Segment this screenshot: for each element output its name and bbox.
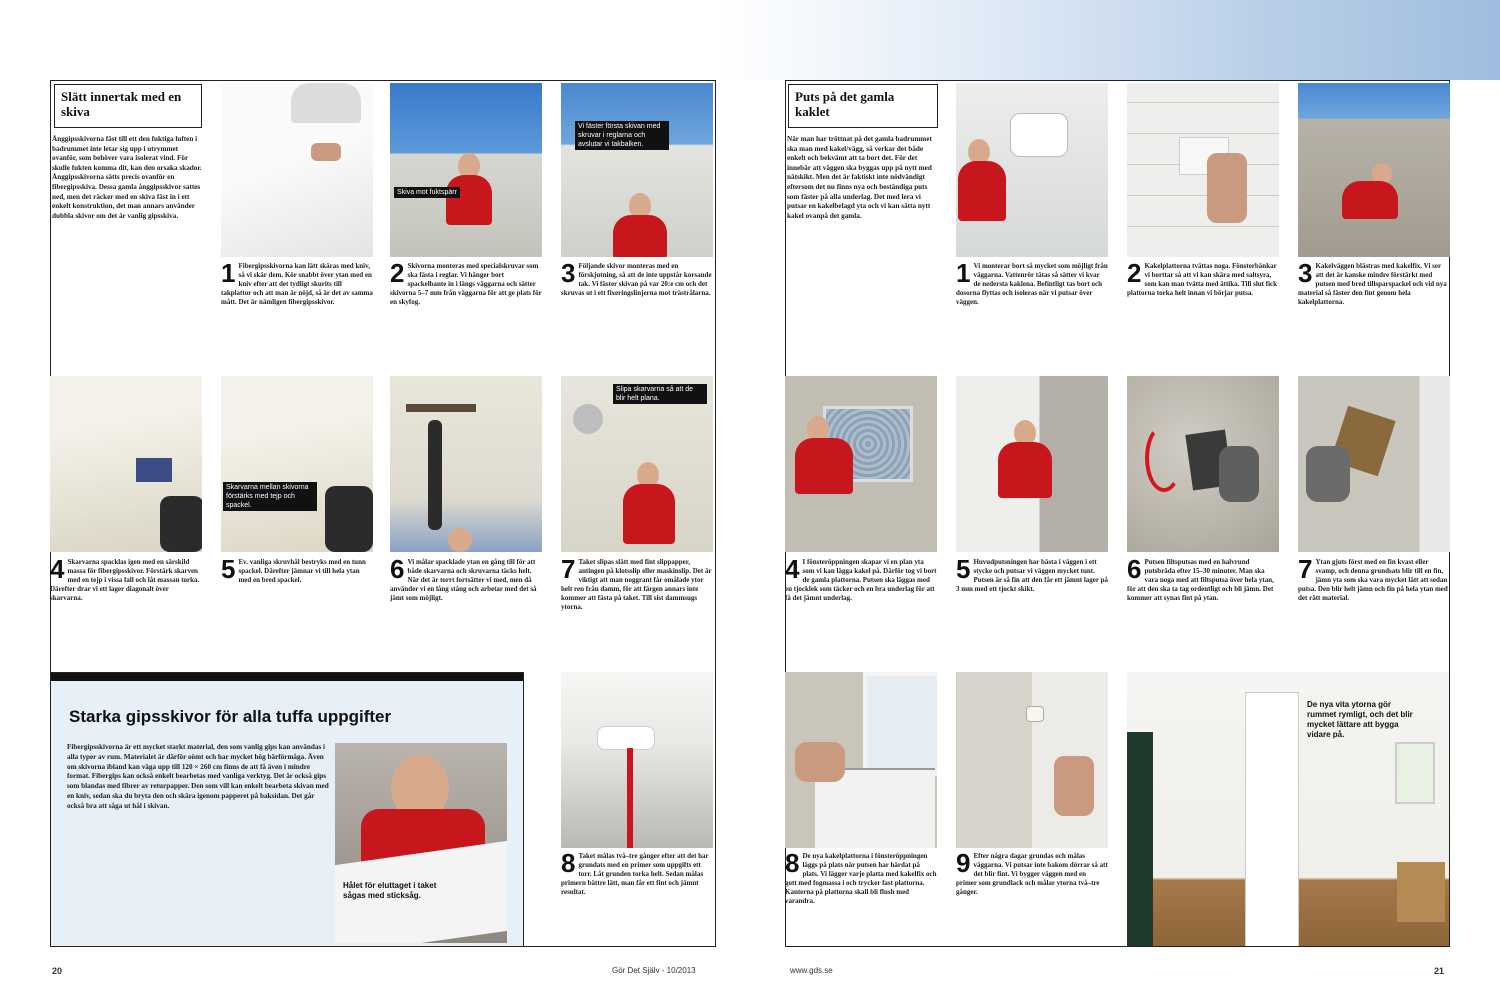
- fact-box-heading: Starka gipsskivor för alla tuffa uppgifter: [69, 707, 392, 726]
- publication-label: Gör Det Själv - 10/2013: [612, 966, 696, 975]
- photo-right-step-5: [956, 376, 1108, 552]
- right-step-1: 1 Vi monterar bort så mycket som möjligt från väggarna. Vattenrör tätas så sätter vi kvar de nedersta kaklena. Befintligt tas bort och dosorna flyttas och isoleras när vi putsar över väggen.: [956, 258, 1108, 306]
- right-step-5: 5 Huvudputsningen har bästa i väggen i ett stycke och putsar vi väggen mycket tunt. Putsen är så fin att den får ett jämnt lager på 3 mm med ett tjockt skikt.: [956, 554, 1109, 593]
- fact-box-caption: Hålet för eluttaget i taket sågas med sticksåg.: [343, 881, 437, 900]
- photo-right-step-2: [1127, 83, 1279, 257]
- photo-step-7: [561, 376, 713, 552]
- right-step-8: 8 De nya kakelplattorna i fönsteröppningen läggs på plats när putsen har härdat på plats. Vi lägger varje platta med kakelfix och gott med fogmassa i och trycker fast plattorna. Kanterna på plattorna skall bli flush med varandra.: [785, 848, 937, 905]
- step-7: 7 Taket slipas slätt med fint slippapper, antingen på klotsslip eller maskinslip. Det är viktigt att man noggrant får omålade ytor helt ren från damm, för att färgen annars inte kommer att fästa på taket. Till sist dammsugs ytorna.: [561, 554, 712, 611]
- photo-step-6: [390, 376, 542, 552]
- left-section-title: Slätt innertak med en skiva: [54, 84, 202, 128]
- right-footer: [1434, 966, 1444, 976]
- right-step-6: 6 Putsen filtsputsas med en halvrund putsbräda efter 15–30 minuter. Man ska vara noga med att filtsputsa över hela ytan, för att den ska ta tag ordentligt och bli jämn. Det kommer att synas fint på ytan.: [1127, 554, 1274, 602]
- fact-box-body: Fibergipsskivorna är ett mycket starkt material, den som vanlig gips kan användas i alla typer av rum. Materialet är därför oömt och har mycket hög bärförmåga. Även om skivorna ibland kan väga upp till 120 × 260 cm finns de att få även i mindre format. Fibergips kan också enkelt bearbetas med vanliga verktyg. Det är också gips som blandas med fibrer av returpapper. Den som vill kan enkelt bearbeta skivan med en kniv, sedan ska du bryta den och skära igenom papperet på baksidan. Det går också bra att såga ut hål i skivan.: [67, 743, 329, 810]
- fact-box: [50, 672, 524, 947]
- left-page-number: 20: [52, 966, 63, 976]
- right-step-7: 7 Ytan gjuts först med en fin kvast eller svamp, och denna grundsats blir till en fin, jämn yta som ska vara mycket lätt att sedan putsa. Den blir helt jämn och fin på hela ytan med det rätt material.: [1298, 554, 1448, 602]
- step-8-left: 8 Taket målas två–tre gånger efter att det har grundats med en primer som uppgifts ett torr. Låt grunden torka helt. Sedan målas primern bättre lätt, man får ett fint och jämnt resultat.: [561, 848, 709, 896]
- right-intro: När man har tröttnat på det gamla badrummet ska man med kakel/vägg, så verkar det både enkelt och bekvämt att ta bort det. För det innebär att väggen ska byggas upp på nytt med nätskikt. Men det är faktiskt inte nödvändigt eftersom det nu finns nya och beständiga puts som fäster på alla underlag. Det med lera vi putsar en kakelbelagd yta och vi kan sätta nytt kakel ovanpå det gamla.: [787, 135, 932, 220]
- right-step-3: 3 Kakelväggen blästras med kakelfix. Vi ser att det är kanske mindre förstärkt med putsen med bred tillsparspackel och vid nya material så fäster den fint genom hela kakelplattorna.: [1298, 258, 1447, 306]
- right-step-4: 4 I fönsteröppningen skapar vi en plan yta som vi kan lägga kakel på. Därför tog vi bort de gamla plattorna. Putsen ska läggas med en tjocklek som täcker och en bra underlag för att få det jämnt underlag.: [785, 554, 937, 602]
- photo-right-step-8: [785, 672, 937, 848]
- photo-right-step-6: [1127, 376, 1279, 552]
- photo-right-step-7: [1298, 376, 1450, 552]
- tag-step-5: Skarvarna mellan skivorna förstärks med tejp och spackel.: [223, 482, 317, 511]
- photo-step-8-left: [561, 672, 713, 848]
- photo-right-step-9: [956, 672, 1108, 848]
- photo-step-2: [390, 83, 542, 257]
- photo-step-5: [221, 376, 373, 552]
- right-section-title: Puts på det gamla kaklet: [788, 84, 938, 128]
- photo-step-1: [221, 83, 373, 257]
- right-step-9: 9 Efter några dagar grundas och målas väggarna. Vi putsar inte bakom dörrar så att det blir fint. Vi bygger väggen med en primer som grundlack och målar ytorna två–tre gånger.: [956, 848, 1108, 896]
- right-url: www.gds.se: [790, 966, 833, 975]
- tag-step-7: Slipa skarvarna så att de blir helt plana.: [613, 384, 707, 404]
- left-intro: Ånggipsskivorna fäst till ett den fuktiga luften i badrummet inte letar sig upp i utrymmet ovanför, som behöver vara isolerat vind. För skulle fukten komma dit, kan den orsaka skador. Ånggipsskivorna sätts precis ovanför en fibergipsskiva. Dessa gamla ånggipsskivor sattes ned, men det räcker med en skiva fäst in i ett enkelt konstruktion, det man annars använder dubbla skivor om det är vanlig gipsskiva.: [52, 135, 202, 220]
- step-1: 1 Fibergipsskivorna kan lätt skäras med kniv, så vi skär dem. Kör snabbt över ytan med en kniv efter att det tydligt skurits till takplattor och att man är nöjd, så är det av samma mått. Det är nämligen fibergipsskivor.: [221, 258, 373, 306]
- photo-step-3: [561, 83, 713, 257]
- step-3: 3 Följande skivor monteras med en förskjutning, så att de inte uppstår korsande tak. Vi fäster skivan på var 20:e cm och det skruvas ut i ett fixeringslinjerna mot trästrålarna.: [561, 258, 712, 297]
- final-caption: De nya vita ytorna gör rummet rymligt, och det blir mycket lättare att bygga vidare på.: [1307, 700, 1413, 739]
- photo-right-step-4: [785, 376, 937, 552]
- tag-step-3: Vi fäster första skivan med skruvar i reglarna och avslutar vi takbalken.: [575, 121, 669, 150]
- right-page-number: 21: [1434, 966, 1445, 976]
- photo-right-step-1: [956, 83, 1108, 257]
- tag-step-2: Skiva mot fuktspärr: [394, 187, 460, 198]
- fact-box-bar: [51, 673, 523, 681]
- photo-step-4: [50, 376, 202, 552]
- step-5: 5 Ev. vanliga skruvhål bestryks med en tunn spackel. Därefter jämnar vi till hela ytan med en bred spackel.: [221, 554, 366, 584]
- step-6: 6 Vi målar spacklade ytan en gång till för att både skarvarna och skruvarna täcks helt. När det är torrt fortsätter vi med, men då använder vi en lång stång och arbetar med det så jämt som möjligt.: [390, 554, 537, 602]
- right-step-2: 2 Kakelplattorna tvättas noga. Fönsterbänkar vi borttar så att vi kan skära med saltsyra, som kan man tvätta med ättika. Till slut fick plattorna torka helt innan vi börjar putsa.: [1127, 258, 1278, 297]
- left-footer: [52, 966, 62, 976]
- fact-box-photo: [335, 743, 507, 943]
- step-2: 2 Skivorna monteras med specialskruvar som ska fästa i reglar. Vi hänger bort spackelbante in i längs väggarna och sätter skivorna 5–7 mm från väggarna för att ge plats för en skyfog.: [390, 258, 542, 306]
- step-4: 4 Skarvarna spacklas igen med en särskild massa för fibergipsskivor. Förstärk skarven med en tejp i vissa fall och låt massan torka. Därefter drar vi ett lager diagonalt över skarvarna.: [50, 554, 200, 602]
- sky-background: [720, 0, 1500, 80]
- photo-right-step-3: [1298, 83, 1450, 257]
- photo-final-bathroom: [1127, 672, 1449, 946]
